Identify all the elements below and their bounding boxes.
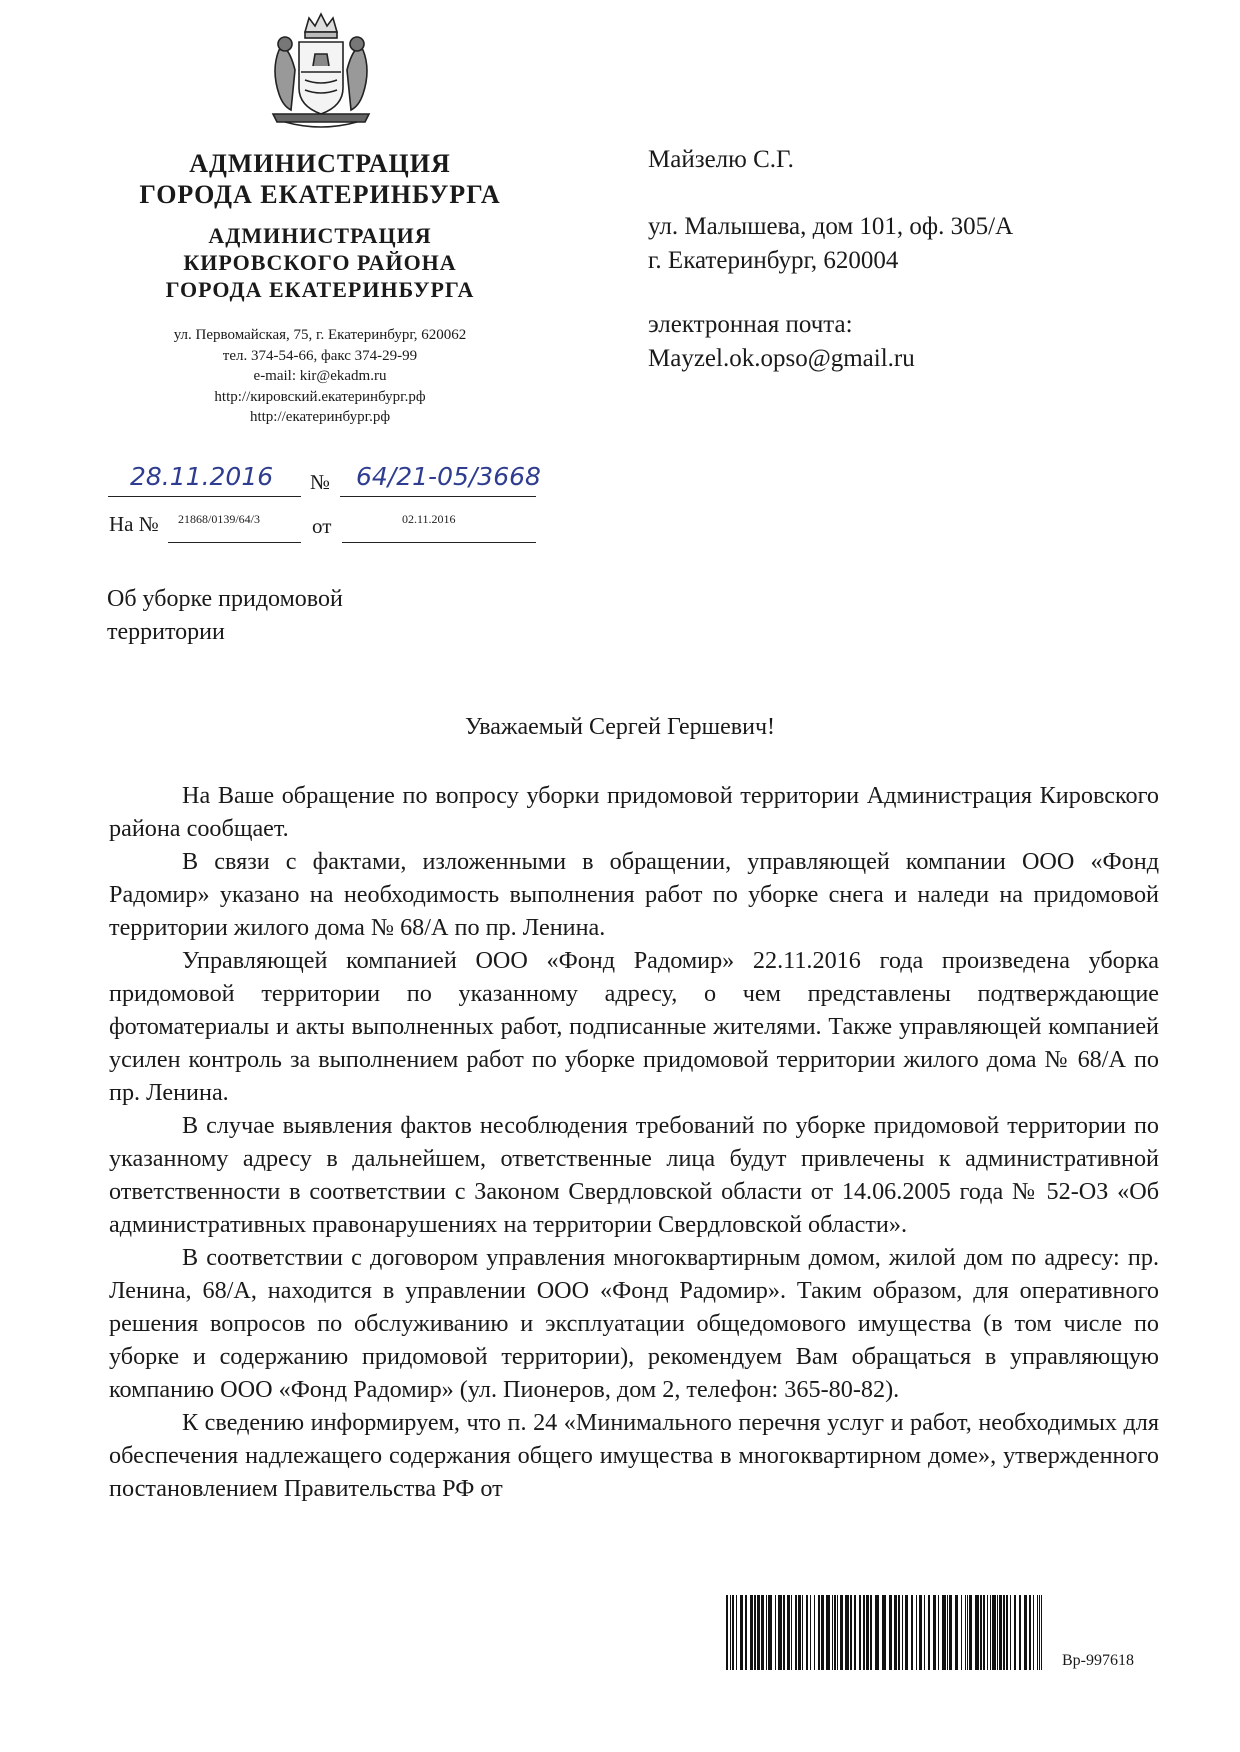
addressee-email[interactable]: Mayzel.ok.opso@gmail.ru [648, 345, 915, 372]
department-title [110, 222, 530, 303]
contact-site-city[interactable]: http://екатеринбург.рф [249, 409, 391, 425]
reply-number-label: На № [109, 512, 159, 536]
contact-site-district[interactable]: http://кировский.екатеринбург.рф [214, 388, 426, 405]
reply-number-underline [168, 542, 301, 543]
contact-block [110, 325, 530, 428]
reply-number: 21868/0139/64/3 [178, 512, 261, 526]
addressee-name: Майзелю С.Г. [648, 146, 794, 173]
addressee-city: г. Екатеринбург, 620004 [648, 247, 899, 274]
number-label: № [310, 470, 331, 494]
body-paragraph: Управляющей компанией ООО «Фонд Радомир» 22.11.2016 года произведена уборка придомовой территории по указанному адресу, о чем представлены подтверждающие фотоматериалы и акты выполненных работ, подписанные жителями. Также управляющей компанией усилен контроль за выполнением работ по уборке придомовой территории жилого дома № 68/А по пр. Ленина. [109, 947, 1159, 1106]
addressee-block [648, 143, 1013, 376]
body-paragraph: В соответствии с договором управления многоквартирным домом, жилой дом по адресу: пр. Ленина, 68/А, находится в управлении ООО «Фонд Радомир». Таким образом, для оперативного решения вопросов по обслуживанию и эксплуатации общедомового имущества (в том числе по уборке и содержанию придомовой территории), рекомендуем Вам обращаться в управляющую компанию ООО «Фонд Радомир» (ул. Пионеров, дом 2, телефон: 365-80-82). [109, 1244, 1159, 1403]
subject-line-2: территории [107, 619, 225, 645]
addressee-email-label: электронная почта: [648, 311, 853, 338]
dept-line-3: ГОРОДА ЕКАТЕРИНБУРГА [165, 277, 475, 302]
date-underline [108, 496, 301, 497]
subject-line-1: Об уборке придомовой [107, 586, 343, 612]
contact-email[interactable]: e-mail: kir@ekadm.ru [253, 368, 387, 384]
body-paragraph: В случае выявления фактов несоблюдения требований по уборке придомовой территории по указанному адресу в дальнейшем, ответственные лица будут привлечены к административной ответственности в соответствии с Законом Свердловской области от 14.06.2005 года № 52-ОЗ «Об административных правонарушениях на территории Свердловской области». [109, 1112, 1159, 1238]
registration-code: Вр-997618 [1062, 1652, 1134, 1669]
org-line-2: ГОРОДА ЕКАТЕРИНБУРГА [139, 180, 501, 209]
reply-date-label: от [312, 514, 332, 538]
contact-phone: тел. 374-54-66, факс 374-29-99 [222, 347, 418, 364]
addressee-street: ул. Малышева, дом 101, оф. 305/А [648, 213, 1014, 240]
body-paragraph: К сведению информируем, что п. 24 «Минимального перечня услуг и работ, необходимых для обеспечения надлежащего содержания общего имущества в многоквартирном доме», утвержденного постановлением Правительства РФ от [109, 1409, 1159, 1502]
dept-line-1: АДМИНИСТРАЦИЯ [208, 223, 432, 248]
reply-date: 02.11.2016 [402, 512, 456, 526]
body-paragraph: В связи с фактами, изложенными в обращении, управляющей компании ООО «Фонд Радомир» указано на необходимость выполнения работ по уборке снега и наледи на придомовой территории жилого дома № 68/А по пр. Ленина. [109, 848, 1159, 941]
barcode-icon [726, 1595, 1046, 1670]
contact-address: ул. Первомайская, 75, г. Екатеринбург, 620062 [173, 327, 467, 343]
body-paragraph: На Ваше обращение по вопросу уборки придомовой территории Администрация Кировского района сообщает. [109, 782, 1159, 842]
registration-date: 28.11.2016 [130, 462, 274, 491]
dept-line-2: КИРОВСКОГО РАЙОНА [183, 250, 457, 275]
reply-date-underline [342, 542, 536, 543]
organization-title [110, 148, 530, 210]
greeting: Уважаемый Сергей Гершевич! [464, 714, 776, 740]
coat-of-arms-icon [265, 10, 377, 130]
number-underline [340, 496, 536, 497]
registration-number: 64/21-05/3668 [356, 462, 541, 491]
letter-subject [107, 583, 343, 649]
letter-body [109, 779, 1159, 1505]
org-line-1: АДМИНИСТРАЦИЯ [189, 149, 451, 178]
